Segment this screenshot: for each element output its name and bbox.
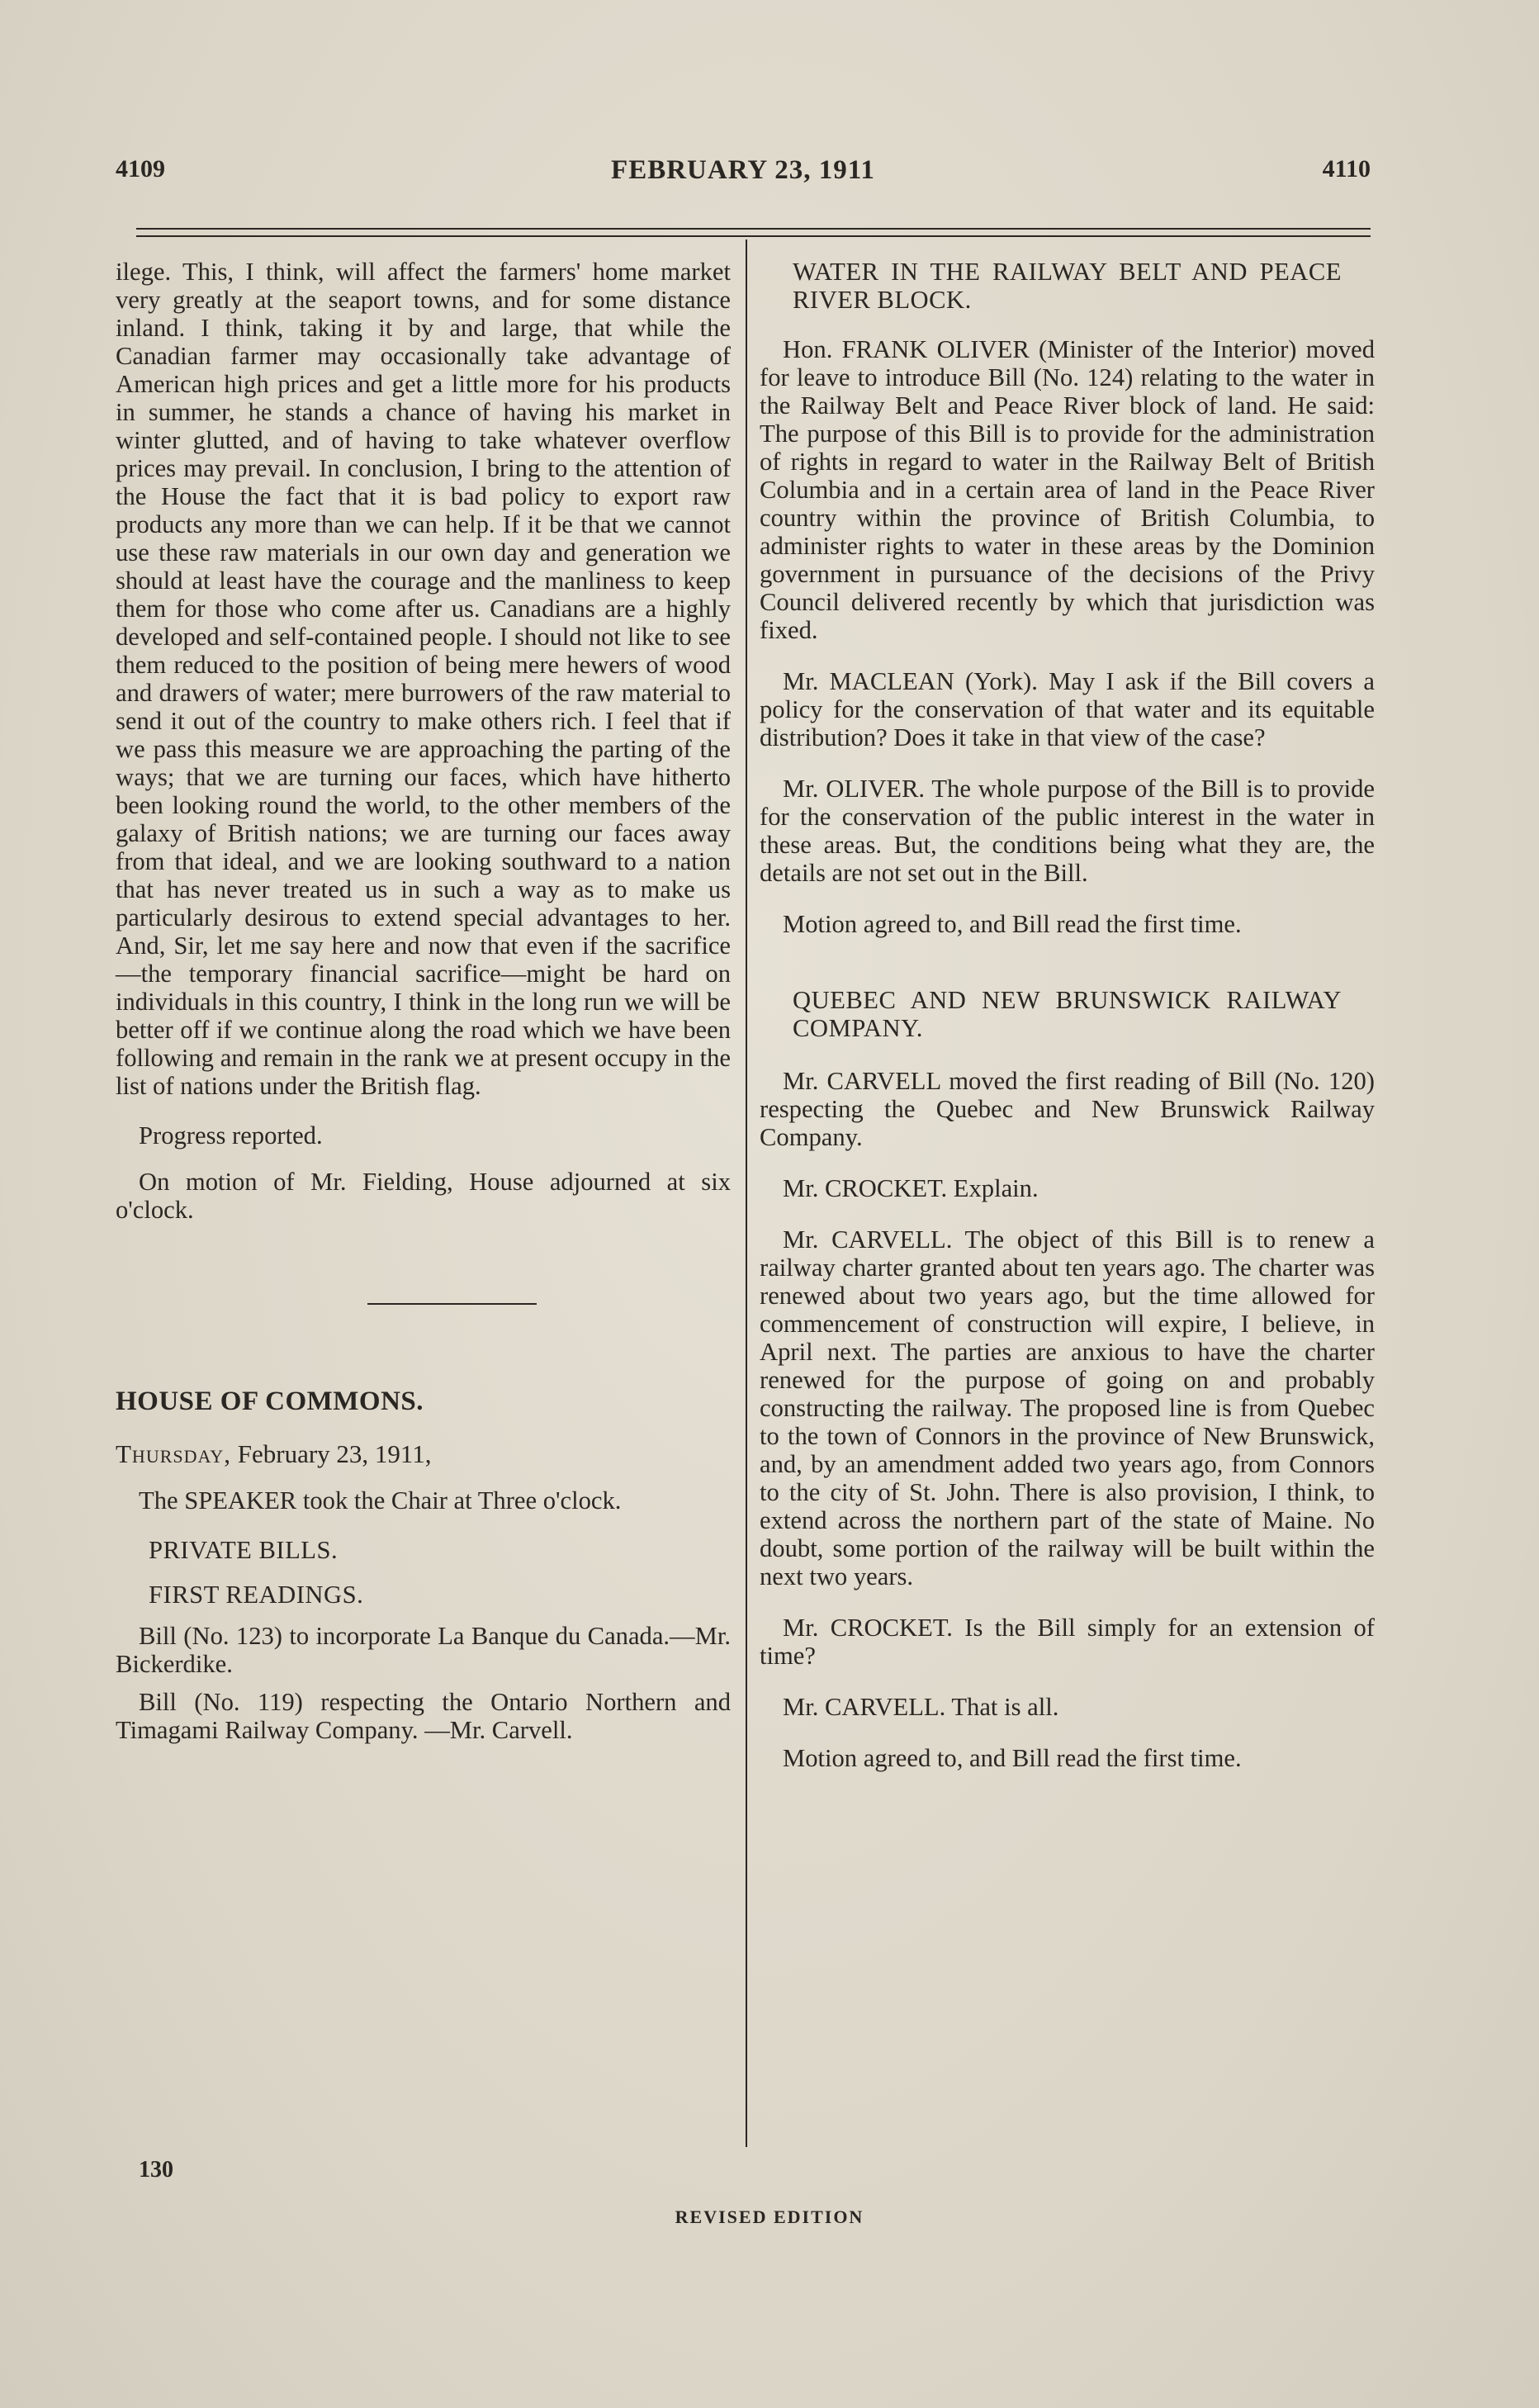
motion-agreed-1: Motion agreed to, and Bill read the first time. bbox=[783, 910, 1242, 938]
column-divider bbox=[746, 239, 747, 2147]
sitting-date-rest: February 23, 1911, bbox=[231, 1439, 432, 1468]
bill-119: Bill (No. 119) respecting the Ontario Northern and Timagami Railway Company. —Mr. Carvell. bbox=[116, 1688, 731, 1744]
header-rule-top bbox=[136, 228, 1371, 230]
carvell-explanation: Mr. CARVELL. The object of this Bill is to renew a railway charter granted about ten years ago. The charter was renewed about two years ago, but the time allowed for commencement of construction will expire, I believe, in April next. The parties are anxious to have the charter renewed for the purpose of going on and probably constructing the railway. The proposed line is from Quebec to the town of Connors in the province of New Brunswick, and, by an amendment added two years ago, from Connors to the city of St. John. There is also provision, I think, to extend across the northern part of the state of Maine. No doubt, some portion of the railway will be built within the next two years. bbox=[760, 1225, 1375, 1590]
left-page-number: 4109 bbox=[116, 155, 165, 182]
signature-number: 130 bbox=[139, 2157, 173, 2183]
motion-agreed-2: Motion agreed to, and Bill read the first time. bbox=[783, 1744, 1242, 1772]
sitting-date bbox=[116, 1440, 731, 1468]
progress-reported: Progress reported. bbox=[139, 1121, 323, 1149]
maclean-question: Mr. MACLEAN (York). May I ask if the Bill covers a policy for the conservation of that water and its equitable distribution? Does it take in that view of the case? bbox=[760, 667, 1375, 751]
section-separator bbox=[367, 1303, 537, 1305]
carvell-answer: Mr. CARVELL. That is all. bbox=[783, 1693, 1059, 1721]
crocket-question: Mr. CROCKET. Is the Bill simply for an extension of time? bbox=[760, 1614, 1375, 1670]
oliver-introduces-bill: Hon. FRANK OLIVER (Minister of the Interior) moved for leave to introduce Bill (No. 124) relating to the water in the Railway Belt and Peace River block of land. He said: The purpose of this Bill is to provide for the administration of rights in regard to water in the Railway Belt of British Columbia and in a certain area of land in the Peace River country within the province of British Columbia, to administer rights to water in these areas by the Dominion government in pursuance of the decisions of the Privy Council delivered recently by which that jurisdiction was fixed. bbox=[760, 335, 1375, 644]
first-readings-heading: FIRST READINGS. bbox=[149, 1581, 364, 1609]
speaker-took-chair: The SPEAKER took the Chair at Three o'clock. bbox=[139, 1486, 622, 1514]
right-column bbox=[760, 258, 1375, 1772]
header-date: FEBRUARY 23, 1911 bbox=[611, 155, 875, 185]
sitting-day: Thursday, bbox=[116, 1439, 232, 1468]
house-of-commons-heading: HOUSE OF COMMONS. bbox=[116, 1386, 424, 1416]
carvell-moves-bill: Mr. CARVELL moved the first reading of Bill (No. 120) respecting the Quebec and New Brunswick Railway Company. bbox=[760, 1067, 1375, 1151]
bill-123: Bill (No. 123) to incorporate La Banque du Canada.—Mr. Bickerdike. bbox=[116, 1622, 731, 1678]
oliver-reply: Mr. OLIVER. The whole purpose of the Bill is to provide for the conservation of the public interest in the water in these areas. But, the conditions being what they are, the details are not set out in the Bill. bbox=[760, 775, 1375, 887]
crocket-explain: Mr. CROCKET. Explain. bbox=[783, 1174, 1039, 1202]
quebec-new-brunswick-heading: QUEBEC AND NEW BRUNSWICK RAILWAY COMPANY. bbox=[793, 986, 1342, 1042]
running-header bbox=[116, 155, 1371, 197]
header-rule-bottom bbox=[136, 235, 1371, 237]
private-bills-heading: PRIVATE BILLS. bbox=[149, 1536, 339, 1564]
speech-continuation: ilege. This, I think, will affect the farmers' home market very greatly at the seaport towns, and for some distance inland. I think, taking it by and large, that while the Canadian farmer may occasionally take advantage of American high prices and get a little more for his products in summer, he stands a chance of having his market in winter glutted, and of having to take whatever overflow prices may prevail. In conclusion, I bring to the attention of the House the fact that it is bad policy to export raw products any more than we can help. If it be that we cannot use these raw materials in our own day and generation we should at least have the courage and the manliness to keep them for those who come after us. Canadians are a highly developed and self-contained people. I should not like to see them reduced to the position of being mere hewers of wood and drawers of water; mere burrowers of the raw material to send it out of the country to make others rich. I feel that if we pass this measure we are approaching the parting of the ways; that we are turning our faces, which have hitherto been looking round the world, to the other members of the galaxy of British nations; we are turning our faces away from that ideal, and we are looking southward to a nation that has never treated us in such a way as to make us particularly desirous to extend special advantages to her. And, Sir, let me say here and now that even if the sacrifice—the temporary financial sacrifice—might be hard on individuals in this country, I think in the long run we will be better off if we continue along the road which we have been following and remain in the rank we at present occupy in the list of nations under the British flag. bbox=[116, 258, 731, 1100]
left-column bbox=[116, 258, 731, 1744]
water-railway-belt-heading: WATER IN THE RAILWAY BELT AND PEACE RIVER BLOCK. bbox=[793, 258, 1342, 314]
revised-edition-footer: REVISED EDITION bbox=[675, 2207, 864, 2227]
right-page-number: 4110 bbox=[1322, 155, 1371, 182]
adjournment-motion: On motion of Mr. Fielding, House adjourned at six o'clock. bbox=[116, 1168, 731, 1224]
